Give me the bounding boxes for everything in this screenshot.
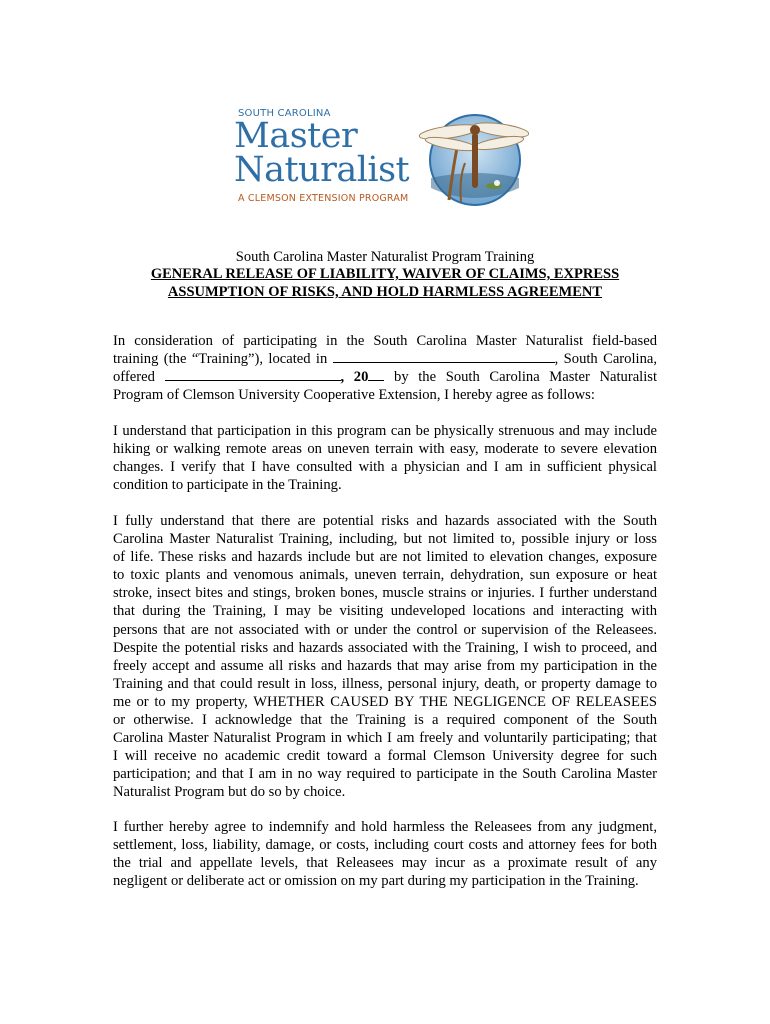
paragraph-line: participation; and that I am in no way required to participate in the South Carolina Master — [113, 766, 657, 783]
paragraph-line: or otherwise. I acknowledge that the Training is a required component of the South — [113, 712, 657, 729]
paragraph-line: the trial and appellate levels, that Releasees may incur as a proximate result of any — [113, 855, 657, 872]
paragraph-line: changes. I verify that I have consulted with a physician and I am in sufficient physical — [113, 459, 657, 476]
date-blank-field[interactable] — [165, 368, 341, 381]
consideration-paragraph — [113, 332, 657, 404]
paragraph-line: that during the Training, I may be visiting undeveloped locations and interacting with — [113, 603, 657, 620]
paragraph-line: hiking or walking remote areas on uneven terrain with easy, moderate to severe elevation — [113, 441, 657, 458]
paragraph-line: freely accept and assume all risks and hazards that may arise from my participation in the — [113, 657, 657, 674]
offered-label: offered — [113, 369, 165, 386]
physical-condition-paragraph — [113, 422, 657, 494]
paragraph-line: Carolina Master Naturalist Program in which I am freely and voluntarily participating; that — [113, 730, 657, 747]
agreement-title-line1: GENERAL RELEASE OF LIABILITY, WAIVER OF CLAIMS, EXPRESS — [150, 266, 620, 282]
paragraph-line: negligent or deliberate act or omission on my part during my participation in the Training. — [113, 873, 639, 890]
paragraph-line: settlement, loss, liability, damage, or costs, including court costs and attorney fees for both — [113, 837, 657, 854]
paragraph-line: Naturalist Program but do so by choice. — [113, 784, 346, 801]
year-blank-field[interactable] — [368, 368, 384, 381]
location-label: training (the “Training”), located in — [113, 351, 333, 368]
logo-state-text: SOUTH CAROLINA — [238, 108, 331, 119]
paragraph-line: persons that are not associated with or under the control or supervision of the Releasees. — [113, 621, 657, 638]
agreement-title-line2: ASSUMPTION OF RISKS, AND HOLD HARMLESS AGREEMENT — [167, 284, 603, 300]
paragraph-line: to toxic plants and venomous animals, uneven terrain, dehydration, sun exposure or heat — [113, 567, 657, 584]
date-line — [113, 368, 657, 386]
logo-title-naturalist: Naturalist — [234, 150, 410, 190]
location-line — [113, 350, 657, 368]
risks-paragraph — [113, 512, 657, 802]
paragraph-line: condition to participate in the Training. — [113, 477, 342, 494]
paragraph-line: me or to my property, WHETHER CAUSED BY THE NEGLIGENCE OF RELEASEES — [113, 693, 657, 710]
paragraph-line: Carolina Master Naturalist Training, including, but not limited to, possible injury or loss — [113, 531, 657, 548]
paragraph-line: I fully understand that there are potential risks and hazards associated with the South — [113, 513, 657, 529]
paragraph-line: I will receive no academic credit toward a formal Clemson University degree for such — [113, 748, 657, 765]
program-logo — [234, 108, 534, 208]
location-blank-field[interactable] — [333, 350, 555, 363]
paragraph-line: Despite the potential risks and hazards associated with the Training, I wish to proceed, and — [113, 639, 657, 656]
year-prefix: , 20 — [340, 369, 369, 386]
state-text: , South Carolina, — [554, 351, 657, 368]
paragraph-line: In consideration of participating in the South Carolina Master Naturalist field-based — [113, 333, 657, 349]
program-title: South Carolina Master Naturalist Program Training — [235, 249, 535, 265]
paragraph-line: I further hereby agree to indemnify and hold harmless the Releasees from any judgment, — [113, 819, 657, 835]
indemnify-paragraph — [113, 818, 657, 890]
offered-by-text: by the South Carolina Master Naturalist — [384, 369, 658, 386]
paragraph-line: Program of Clemson University Cooperative Extension, I hereby agree as follows: — [113, 387, 595, 404]
paragraph-line: of life. These risks and hazards include but are not limited to elevation changes, exposure — [113, 549, 657, 566]
paragraph-line: stroke, insect bites and stings, broken bones, muscle strains or injuries. I further understand — [113, 585, 657, 602]
dragonfly-emblem-icon — [409, 108, 529, 208]
paragraph-line: I understand that participation in this program can be physically strenuous and may include — [113, 423, 657, 439]
paragraph-line: Training and that could result in loss, illness, personal injury, death, or property damage to — [113, 675, 657, 692]
logo-tagline: A CLEMSON EXTENSION PROGRAM — [238, 193, 409, 204]
logo-title-master: Master — [234, 116, 358, 156]
